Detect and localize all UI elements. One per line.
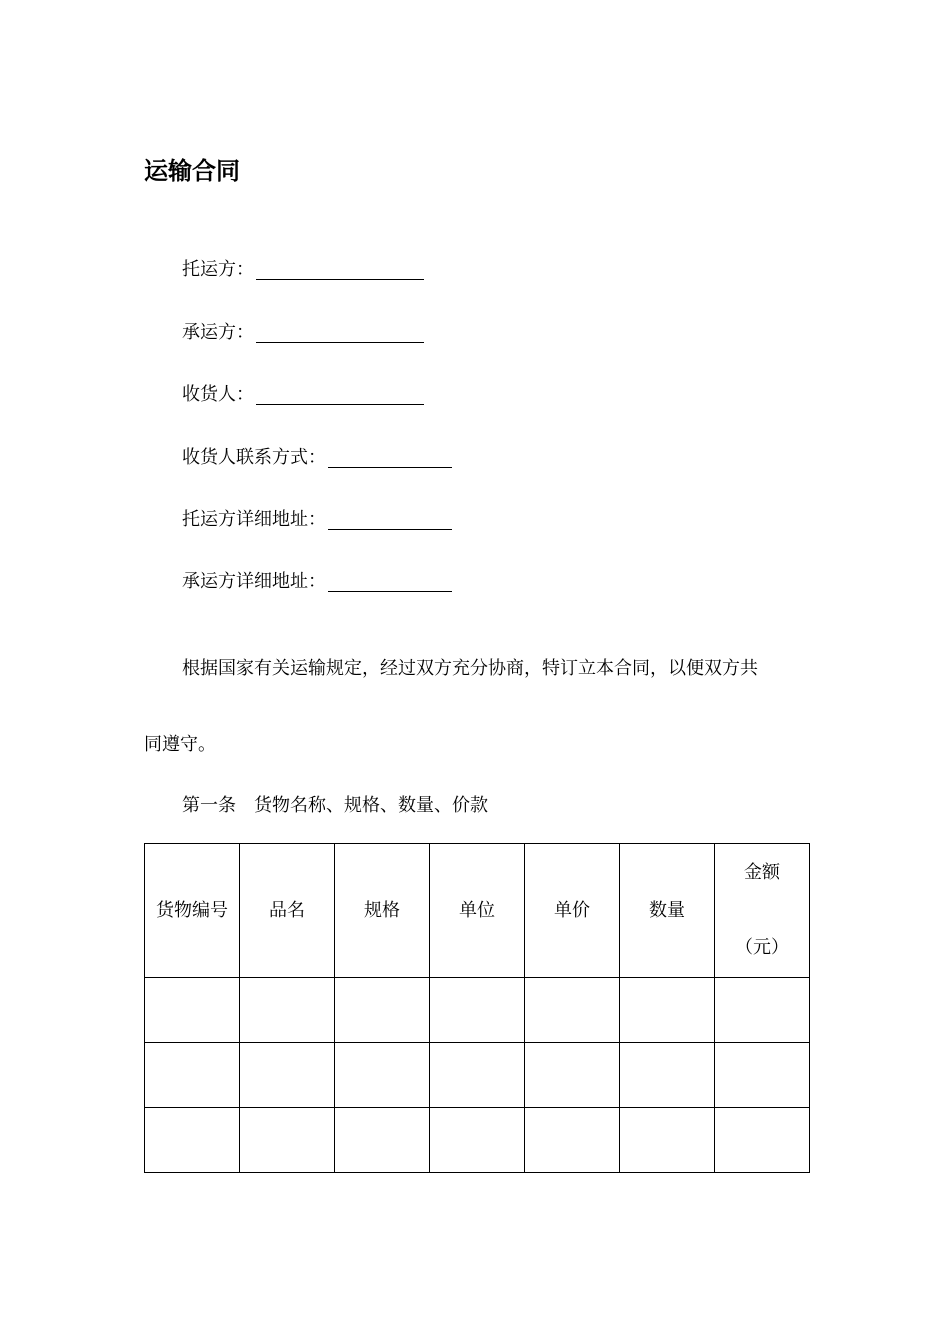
table-cell[interactable] — [335, 978, 430, 1043]
carrier-address-blank[interactable] — [328, 571, 452, 592]
table-header-row — [145, 844, 810, 978]
carrier-label: 承运方： — [182, 322, 254, 343]
carrier-address-label: 承运方详细地址： — [182, 571, 326, 592]
goods-table — [144, 843, 810, 1173]
table-cell[interactable] — [240, 1043, 335, 1108]
consignee-contact-field — [182, 445, 452, 471]
table-cell[interactable] — [715, 1043, 810, 1108]
table-cell[interactable] — [430, 1043, 525, 1108]
table-row — [145, 1043, 810, 1108]
carrier-blank[interactable] — [256, 322, 424, 343]
consignee-label: 收货人： — [182, 384, 254, 405]
table-cell[interactable] — [240, 1108, 335, 1173]
shipper-label: 托运方： — [182, 259, 254, 280]
table-cell[interactable] — [525, 1043, 620, 1108]
header-goods-number: 货物编号 — [145, 844, 240, 978]
table-cell[interactable] — [525, 1108, 620, 1173]
table-cell[interactable] — [430, 1108, 525, 1173]
shipper-field — [182, 257, 424, 283]
table-cell[interactable] — [715, 1108, 810, 1173]
carrier-address-field — [182, 569, 452, 595]
shipper-address-label: 托运方详细地址： — [182, 509, 326, 530]
shipper-address-blank[interactable] — [328, 509, 452, 530]
table-cell[interactable] — [240, 978, 335, 1043]
carrier-field — [182, 320, 424, 346]
table-cell[interactable] — [335, 1108, 430, 1173]
table-cell[interactable] — [715, 978, 810, 1043]
consignee-blank[interactable] — [256, 384, 424, 405]
header-amount — [715, 844, 810, 978]
header-amount-label: 金额 — [744, 862, 780, 883]
header-quantity: 数量 — [620, 844, 715, 978]
table-cell[interactable] — [335, 1043, 430, 1108]
table-cell[interactable] — [620, 978, 715, 1043]
table-cell[interactable] — [145, 978, 240, 1043]
table-row — [145, 1108, 810, 1173]
shipper-blank[interactable] — [256, 259, 424, 280]
table-cell[interactable] — [430, 978, 525, 1043]
table-cell[interactable] — [145, 1043, 240, 1108]
document-title: 运输合同 — [144, 157, 240, 185]
header-specification: 规格 — [335, 844, 430, 978]
consignee-field — [182, 382, 424, 408]
table-row — [145, 978, 810, 1043]
table-cell[interactable] — [620, 1108, 715, 1173]
article-1-heading: 第一条 货物名称、规格、数量、价款 — [182, 795, 488, 816]
shipper-address-field — [182, 507, 452, 533]
header-product-name: 品名 — [240, 844, 335, 978]
consignee-contact-label: 收货人联系方式： — [182, 447, 326, 468]
header-amount-unit: （元） — [735, 937, 789, 958]
table-cell[interactable] — [525, 978, 620, 1043]
intro-line-2: 同遵守。 — [144, 734, 216, 755]
header-unit: 单位 — [430, 844, 525, 978]
table-cell[interactable] — [145, 1108, 240, 1173]
header-unit-price: 单价 — [525, 844, 620, 978]
consignee-contact-blank[interactable] — [328, 447, 452, 468]
intro-line-1: 根据国家有关运输规定，经过双方充分协商，特订立本合同，以便双方共 — [182, 658, 758, 679]
table-cell[interactable] — [620, 1043, 715, 1108]
